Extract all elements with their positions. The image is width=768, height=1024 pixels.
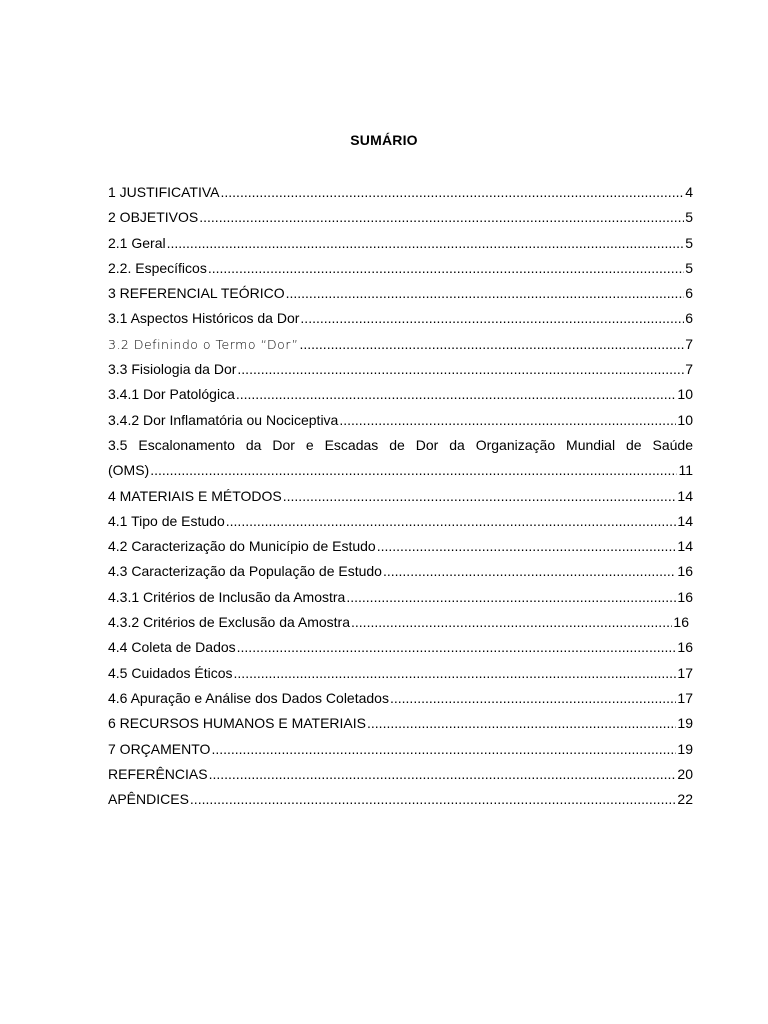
toc-dot-leader bbox=[346, 585, 676, 610]
toc-dot-leader bbox=[190, 787, 677, 812]
toc-entry-label: 4.1 Tipo de Estudo bbox=[108, 512, 225, 529]
toc-entry-page: 7 bbox=[685, 335, 693, 352]
toc-dot-leader bbox=[209, 762, 677, 787]
toc-dot-leader bbox=[351, 610, 672, 635]
toc-dot-leader bbox=[299, 332, 684, 357]
toc-entry-page: 10 bbox=[677, 411, 693, 428]
toc-entry-label: 4 MATERIAIS E MÉTODOS bbox=[108, 487, 282, 504]
toc-dot-leader bbox=[377, 534, 677, 559]
toc-entry-label: 4.2 Caracterização do Município de Estudo bbox=[108, 538, 376, 555]
toc-entry-label: 3.2 Definindo o Termo “Dor” bbox=[108, 336, 299, 352]
toc-entry-page: 20 bbox=[677, 765, 693, 782]
toc-entry-page: 17 bbox=[677, 664, 693, 681]
toc-dot-leader bbox=[339, 408, 676, 433]
toc-entry[interactable] bbox=[108, 610, 693, 635]
toc-entry-page: 16 bbox=[677, 639, 693, 656]
toc-dot-leader bbox=[237, 357, 684, 382]
toc-dot-leader bbox=[383, 559, 676, 584]
toc-dot-leader bbox=[237, 635, 677, 660]
toc-entry-page: 5 bbox=[685, 209, 693, 226]
toc-entry-page: 7 bbox=[685, 361, 693, 378]
toc-entry-label: 3.3 Fisiologia da Dor bbox=[108, 361, 237, 378]
toc-entry-page: 19 bbox=[677, 715, 693, 732]
toc-entry[interactable] bbox=[108, 559, 693, 584]
toc-entry[interactable] bbox=[108, 509, 693, 534]
toc-entry-label: 3.4.1 Dor Patológica bbox=[108, 386, 235, 403]
toc-entry-label: (OMS) bbox=[108, 462, 150, 479]
toc-dot-leader bbox=[300, 306, 684, 331]
page-title: SUMÁRIO bbox=[350, 132, 418, 148]
toc-dot-leader bbox=[367, 711, 676, 736]
toc-dot-leader bbox=[236, 382, 677, 407]
toc-entry-label: 4.3.2 Critérios de Exclusão da Amostra bbox=[108, 614, 351, 631]
toc-entry-page: 5 bbox=[685, 234, 693, 251]
toc-dot-leader bbox=[221, 180, 685, 205]
toc-entry-label: 4.3.1 Critérios de Inclusão da Amostra bbox=[108, 588, 346, 605]
toc-entry-page: 16 bbox=[677, 563, 693, 580]
toc-entry-label: 3.4.2 Dor Inflamatória ou Nociceptiva bbox=[108, 411, 339, 428]
toc-dot-leader bbox=[286, 281, 685, 306]
toc-entry-multiline-start[interactable] bbox=[108, 433, 693, 458]
toc-entry[interactable] bbox=[108, 534, 693, 559]
toc-dot-leader bbox=[199, 205, 684, 230]
toc-entry[interactable] bbox=[108, 585, 693, 610]
toc-entry-page: 6 bbox=[685, 285, 693, 302]
toc-entry-label: 2.1 Geral bbox=[108, 234, 166, 251]
toc-entry-page: 4 bbox=[685, 184, 693, 200]
toc-dot-leader bbox=[283, 484, 677, 509]
toc-entry-label: APÊNDICES bbox=[108, 791, 189, 808]
toc-entry[interactable] bbox=[108, 635, 693, 660]
toc-dot-leader bbox=[208, 256, 684, 281]
toc-entry-label: REFERÊNCIAS bbox=[108, 765, 208, 782]
toc-entry[interactable] bbox=[108, 484, 693, 509]
toc-entry-label: 4.5 Cuidados Éticos bbox=[108, 664, 233, 681]
toc-entry-page: 22 bbox=[677, 791, 693, 808]
toc-entry[interactable] bbox=[108, 332, 693, 357]
toc-dot-leader bbox=[211, 737, 676, 762]
toc-entry-label: 2.2. Específicos bbox=[108, 259, 207, 276]
toc-dot-leader bbox=[167, 231, 685, 256]
toc-entry-label: 4.3 Caracterização da População de Estudo bbox=[108, 563, 382, 580]
toc-entry[interactable] bbox=[108, 661, 693, 686]
toc-entry[interactable] bbox=[108, 787, 693, 812]
toc-entry-page: 6 bbox=[685, 310, 693, 327]
toc-entry[interactable] bbox=[108, 231, 693, 256]
toc-entry-page: 14 bbox=[677, 487, 693, 504]
toc-entry[interactable] bbox=[108, 458, 693, 483]
toc-entry-label: 3.1 Aspectos Históricos da Dor bbox=[108, 310, 300, 327]
toc-dot-leader bbox=[390, 686, 676, 711]
toc-entry[interactable] bbox=[108, 686, 693, 711]
toc-dot-leader bbox=[226, 509, 677, 534]
toc-entry-page: 5 bbox=[685, 259, 693, 276]
toc-entry-page: 16 bbox=[677, 588, 693, 605]
toc-entry-label: 4.4 Coleta de Dados bbox=[108, 639, 236, 656]
toc-entry[interactable] bbox=[108, 408, 693, 433]
toc-entry-page: 10 bbox=[677, 386, 693, 403]
toc-entry-label: 3 REFERENCIAL TEÓRICO bbox=[108, 285, 285, 302]
toc-entry-page: 17 bbox=[677, 689, 693, 706]
toc-entry-page: 19 bbox=[677, 740, 693, 757]
toc-dot-leader bbox=[234, 661, 677, 686]
toc-entry[interactable] bbox=[108, 737, 693, 762]
toc-entry[interactable] bbox=[108, 762, 693, 787]
toc-entry-label: 1 JUSTIFICATIVA bbox=[108, 184, 220, 200]
toc-entry[interactable] bbox=[108, 205, 693, 230]
toc-entry[interactable] bbox=[108, 256, 693, 281]
table-of-contents bbox=[108, 180, 693, 812]
toc-entry-page: 16 bbox=[673, 614, 689, 631]
toc-entry-page: 11 bbox=[678, 462, 693, 479]
toc-entry-page: 14 bbox=[677, 512, 693, 529]
toc-entry-label: 7 ORÇAMENTO bbox=[108, 740, 211, 757]
toc-entry-page: 14 bbox=[677, 538, 693, 555]
toc-entry[interactable] bbox=[108, 711, 693, 736]
toc-entry-label: 4.6 Apuração e Análise dos Dados Coletados bbox=[108, 689, 389, 706]
toc-entry-label: 2 OBJETIVOS bbox=[108, 209, 199, 226]
toc-entry-label: 6 RECURSOS HUMANOS E MATERIAIS bbox=[108, 715, 367, 732]
toc-entry[interactable] bbox=[108, 281, 693, 306]
toc-entry[interactable] bbox=[108, 382, 693, 407]
toc-entry[interactable] bbox=[108, 180, 693, 205]
toc-entry-label: 3.5 Escalonamento da Dor e Escadas de Dor da Organização Mundial de Saúde bbox=[108, 436, 693, 453]
toc-entry[interactable] bbox=[108, 306, 693, 331]
toc-entry[interactable] bbox=[108, 357, 693, 382]
toc-dot-leader bbox=[150, 458, 677, 483]
